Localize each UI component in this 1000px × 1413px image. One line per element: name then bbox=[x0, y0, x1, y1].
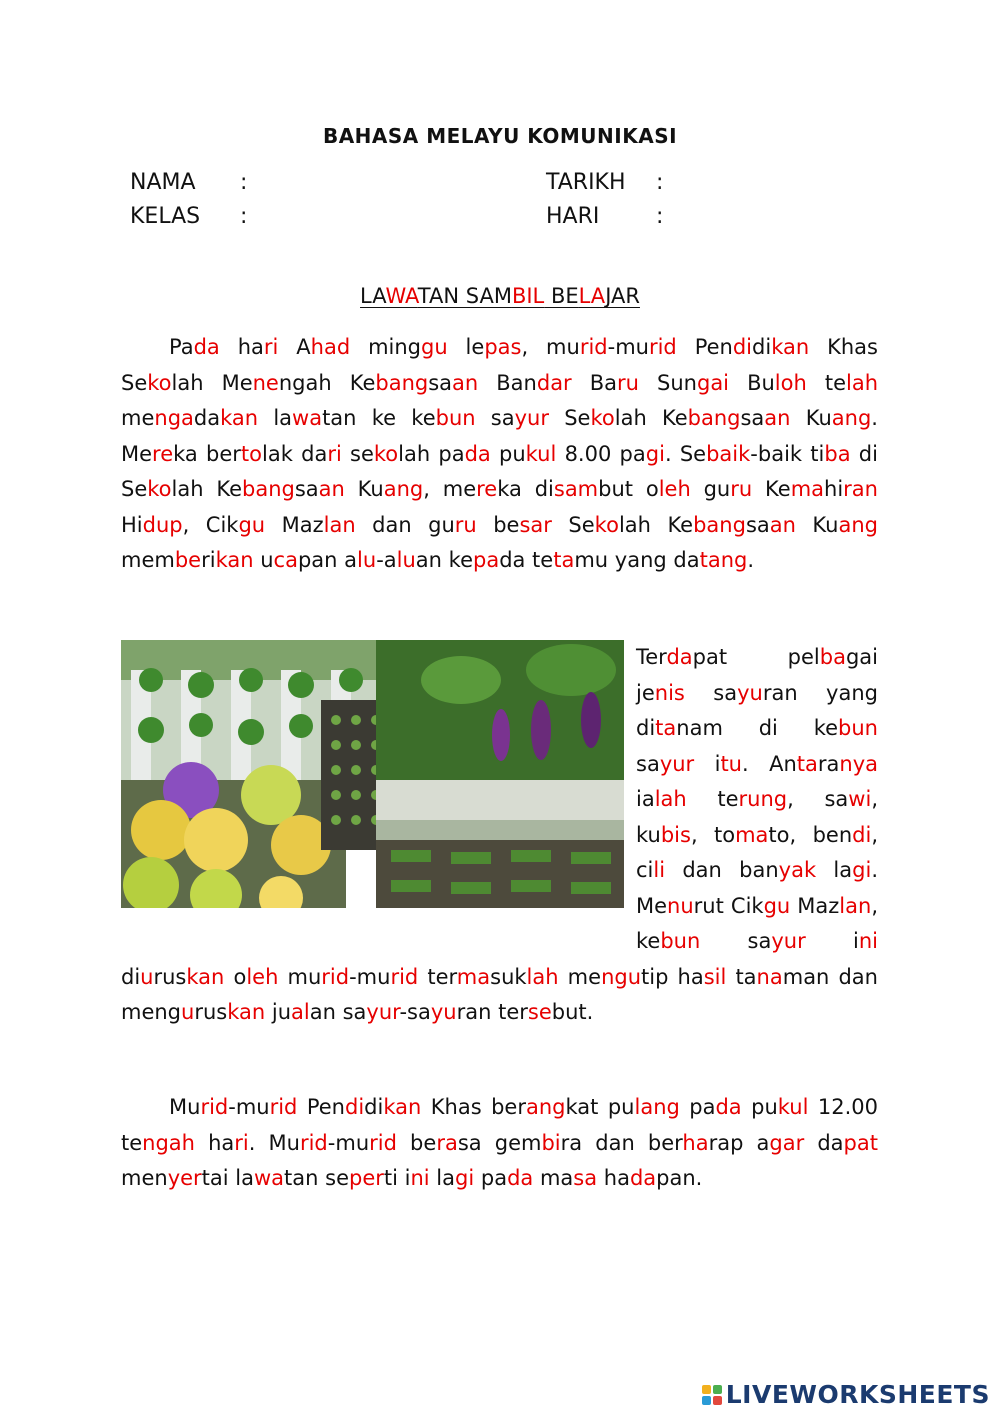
paragraph-2-segment: ma bbox=[456, 964, 491, 989]
kelas-colon: : bbox=[240, 204, 248, 229]
paragraph-1-segment: ru bbox=[730, 477, 753, 501]
paragraph-1-segment: da bbox=[193, 335, 220, 359]
paragraph-2-segment: o bbox=[224, 964, 247, 989]
paragraph-2-segment: ngu bbox=[601, 964, 642, 989]
paragraph-1-segment: tan ke ke bbox=[322, 406, 436, 430]
paragraph-2-segment: sil bbox=[703, 964, 727, 989]
heading-segment: JAR bbox=[605, 284, 640, 308]
paragraph-2-segment: yu bbox=[430, 1000, 457, 1024]
paragraph-1-segment: leh bbox=[658, 477, 691, 501]
paragraph-2-segment: te bbox=[686, 787, 739, 811]
paragraph-1-segment: -a bbox=[376, 548, 397, 572]
paragraph-2-segment: la bbox=[816, 858, 853, 882]
paragraph-3-segment: ri bbox=[234, 1130, 249, 1155]
paragraph-1-segment: , mu bbox=[521, 335, 580, 359]
paragraph-1-segment: le bbox=[447, 335, 485, 359]
paragraph-2-segment: sa bbox=[684, 680, 738, 705]
paragraph-3-segment: Mu bbox=[169, 1095, 201, 1119]
paragraph-1-segment: ngah Ke bbox=[278, 370, 376, 395]
paragraph-1-segment: bun bbox=[435, 406, 476, 430]
paragraph-1-segment: gu bbox=[690, 477, 731, 501]
photo-spacer bbox=[121, 640, 636, 925]
paragraph-1-segment: tang bbox=[699, 548, 748, 572]
paragraph-2-segment: di bbox=[121, 964, 141, 989]
paragraph-1-segment: sam bbox=[553, 477, 599, 501]
paragraph-1-segment: yur bbox=[514, 406, 549, 430]
paragraph-1-segment: gi bbox=[645, 441, 665, 466]
paragraph-3-segment: da bbox=[507, 1166, 534, 1190]
paragraph-1-segment: 8.00 pa bbox=[556, 441, 646, 466]
paragraph-2-segment: ta bbox=[726, 964, 757, 989]
paragraph-3-segment: per bbox=[349, 1166, 384, 1190]
paragraph-2-segment: ta bbox=[796, 751, 818, 776]
paragraph-1-segment: da te bbox=[499, 548, 554, 572]
liveworksheets-mark-icon bbox=[702, 1385, 722, 1405]
paragraph-1-segment: kan bbox=[215, 548, 254, 572]
paragraph-3-segment: bi bbox=[541, 1130, 561, 1155]
paragraph-2-segment: yur bbox=[366, 1000, 400, 1024]
paragraph-2-segment: lah bbox=[526, 964, 559, 989]
paragraph-2-segment: nya bbox=[839, 751, 879, 776]
paragraph-2-segment: ra bbox=[817, 751, 840, 776]
paragraph-1-segment: ko bbox=[594, 512, 619, 537]
paragraph-3-segment: ha bbox=[194, 1130, 235, 1155]
paragraph-2-segment: gai je bbox=[636, 645, 878, 705]
heading-segment: WA bbox=[385, 284, 418, 308]
paragraph-1-segment: kan bbox=[771, 335, 810, 359]
paragraph-2-segment: ran yang di bbox=[636, 680, 878, 740]
kelas-label: KELAS bbox=[130, 204, 201, 229]
paragraph-3-segment: ti i bbox=[383, 1166, 411, 1190]
paragraph-3-segment: pa bbox=[474, 1166, 508, 1190]
paragraph-3-segment: -mu bbox=[327, 1130, 370, 1155]
paragraph-1-segment: ko bbox=[147, 477, 172, 501]
paragraph-1-segment: bang bbox=[242, 477, 295, 501]
paragraph-1-segment: lah Ke bbox=[618, 512, 694, 537]
paragraph-1-segment: ru bbox=[617, 370, 639, 395]
paragraph-1-segment: an ke bbox=[415, 548, 473, 572]
paragraph-1-segment: ka di bbox=[497, 477, 554, 501]
paragraph-2-segment: rung bbox=[738, 787, 788, 811]
paragraph-2-segment: -mu bbox=[349, 964, 391, 989]
paragraph-2-segment: rus bbox=[194, 1000, 228, 1024]
paragraph-2-segment: i bbox=[694, 751, 721, 776]
paragraph-2-segment: ba bbox=[819, 645, 846, 669]
paragraph-1-segment: da bbox=[193, 406, 221, 430]
paragraph-3-segment: yer bbox=[167, 1166, 202, 1190]
paragraph-2-segment: , ci bbox=[636, 822, 878, 882]
heading-segment: LA bbox=[578, 284, 606, 308]
paragraph-3-segment: -mu bbox=[228, 1095, 270, 1119]
paragraph-3-segment: sa bbox=[573, 1166, 598, 1190]
paragraph-1-segment: but o bbox=[598, 477, 659, 501]
paragraph-1-segment: ka ber bbox=[173, 441, 241, 466]
paragraph-3-segment: rid bbox=[299, 1130, 328, 1155]
paragraph-1-segment: Se bbox=[549, 406, 591, 430]
paragraph-2-segment: . Me bbox=[636, 858, 878, 918]
paragraph-3-segment: ngah bbox=[142, 1130, 195, 1155]
paragraph-1-segment: re bbox=[476, 477, 498, 501]
paragraph-3-segment: rid bbox=[269, 1095, 298, 1119]
paragraph-3-segment: tai la bbox=[201, 1166, 254, 1190]
paragraph-3-segment: di bbox=[345, 1095, 365, 1119]
paragraph-2-segment: -sa bbox=[399, 1000, 431, 1024]
paragraph-1-segment: ko bbox=[147, 370, 172, 395]
paragraph-1-segment: lah pa bbox=[398, 441, 465, 466]
paragraph-1-segment: gu bbox=[421, 335, 448, 359]
paragraph-1-segment: nga bbox=[154, 406, 194, 430]
paragraph-2-segment: , to bbox=[690, 822, 736, 847]
paragraph-1-segment: se bbox=[341, 441, 374, 466]
paragraph-1-segment: ko bbox=[373, 441, 399, 466]
paragraph-1-segment: u bbox=[253, 548, 274, 572]
paragraph-2-segment: ter bbox=[418, 964, 457, 989]
paragraph-1-segment: an bbox=[452, 370, 479, 395]
paragraph-1-segment: rid bbox=[579, 335, 608, 359]
paragraph-2-segment: da bbox=[666, 645, 693, 669]
paragraph-3-segment: ra dan ber bbox=[560, 1130, 683, 1155]
paragraph-3-segment: da bbox=[715, 1095, 742, 1119]
paragraph-1-segment: ming bbox=[350, 335, 421, 359]
paragraph-1-segment: Hi bbox=[121, 512, 143, 537]
paragraph-1-segment: gai bbox=[696, 370, 730, 395]
paragraph-2-segment: kan bbox=[186, 964, 225, 989]
tarikh-label: TARIKH bbox=[546, 170, 626, 195]
paragraph-3-segment: ha bbox=[597, 1166, 630, 1190]
paragraph-1-segment: baik bbox=[706, 441, 751, 466]
paragraph-1-segment: an bbox=[318, 477, 345, 501]
paragraph-2-segment: me bbox=[558, 964, 602, 989]
paragraph-1-segment: pa bbox=[472, 548, 500, 572]
paragraph-1 bbox=[121, 330, 878, 579]
paragraph-2 bbox=[121, 640, 878, 1031]
paragraph-1-segment: da bbox=[464, 441, 491, 466]
paragraph-1-segment: to bbox=[240, 441, 263, 466]
paragraph-2-segment: man dan meng bbox=[121, 964, 878, 1024]
paragraph-3-segment: kat pu bbox=[565, 1095, 635, 1119]
paragraph-1-segment: ba bbox=[824, 441, 851, 466]
paragraph-1-segment: ru bbox=[454, 512, 477, 537]
paragraph-1-segment: la bbox=[258, 406, 293, 430]
paragraph-2-segment: leh bbox=[246, 964, 279, 989]
paragraph-1-segment: di bbox=[732, 335, 753, 359]
paragraph-1-segment: lah bbox=[846, 370, 879, 395]
paragraph-3-segment: di bbox=[364, 1095, 384, 1119]
paragraph-3-segment: ha bbox=[682, 1130, 709, 1155]
paragraph-1-segment: Maz bbox=[265, 512, 324, 537]
paragraph-1-segment: sa bbox=[294, 477, 319, 501]
paragraph-2-segment: di bbox=[852, 822, 872, 847]
paragraph-1-segment: sa bbox=[740, 406, 765, 430]
paragraph-2-segment: yu bbox=[737, 680, 763, 705]
paragraph-1-segment: lah Ke bbox=[171, 477, 242, 501]
paragraph-1-segment: Ba bbox=[571, 370, 618, 395]
paragraph-1-segment: Pen bbox=[676, 335, 733, 359]
paragraph-1-segment: lak da bbox=[262, 441, 328, 466]
paragraph-1-segment: lah Ke bbox=[614, 406, 688, 430]
paragraph-1-segment: ha bbox=[219, 335, 264, 359]
paragraph-1-segment: ri bbox=[201, 548, 216, 572]
paragraph-1-segment: Sun bbox=[638, 370, 697, 395]
paragraph-2-segment: nam di ke bbox=[676, 716, 839, 740]
heading-segment: TAN SAM bbox=[417, 284, 512, 308]
paragraph-2-segment: ia bbox=[636, 787, 655, 811]
paragraph-2-segment: rus bbox=[153, 964, 187, 989]
paragraph-1-segment: Pa bbox=[169, 335, 194, 359]
paragraph-3-segment: ni bbox=[410, 1166, 430, 1190]
paragraph-1-segment: Ku bbox=[344, 477, 384, 501]
paragraph-1-segment: re bbox=[152, 441, 174, 466]
paragraph-1-segment: wa bbox=[292, 406, 323, 430]
paragraph-1-segment: mu yang da bbox=[574, 548, 700, 572]
paragraph-1-segment: hi bbox=[824, 477, 844, 501]
paragraph-1-segment: dar bbox=[536, 370, 572, 395]
paragraph-2-segment: rid bbox=[390, 964, 419, 989]
paragraph-1-segment: kul bbox=[525, 441, 557, 466]
paragraph-2-segment: kan bbox=[227, 1000, 266, 1024]
paragraph-2-segment: ran ter bbox=[456, 1000, 528, 1024]
paragraph-1-segment: ma bbox=[790, 477, 825, 501]
paragraph-1-segment: me bbox=[121, 406, 155, 430]
paragraph-2-segment: ju bbox=[265, 1000, 292, 1024]
paragraph-3-segment: pan. bbox=[656, 1166, 703, 1190]
paragraph-1-segment: Bu bbox=[729, 370, 775, 395]
paragraph-1-segment: be bbox=[476, 512, 520, 537]
paragraph-1-segment: . bbox=[747, 548, 755, 572]
paragraph-2-segment: tip ha bbox=[641, 964, 704, 989]
paragraph-2-segment: al bbox=[291, 1000, 310, 1024]
paragraph-1-segment: lan bbox=[323, 512, 356, 537]
paragraph-1-segment: dup bbox=[142, 512, 183, 537]
paragraph-1-segment: ran bbox=[843, 477, 878, 501]
paragraph-1-segment: -mu bbox=[607, 335, 649, 359]
paragraph-1-segment: kan bbox=[220, 406, 259, 430]
paragraph-2-segment: ma bbox=[735, 822, 769, 847]
paragraph-2-segment: suk bbox=[490, 964, 527, 989]
paragraph-1-segment: loh bbox=[774, 370, 807, 395]
paragraph-2-segment: bun bbox=[838, 716, 878, 740]
paragraph-1-segment: Ban bbox=[478, 370, 537, 395]
paragraph-1-segment: mem bbox=[121, 548, 175, 572]
paragraph-1-segment: an bbox=[769, 512, 796, 537]
paragraph-3-segment: tan se bbox=[284, 1166, 349, 1190]
paragraph-1-segment: Ku bbox=[795, 512, 839, 537]
paragraph-2-segment: u bbox=[140, 964, 154, 989]
paragraph-1-segment: Ke bbox=[752, 477, 791, 501]
heading-segment: BE bbox=[544, 284, 579, 308]
paragraph-1-segment: ne bbox=[252, 370, 279, 395]
paragraph-1-segment: , me bbox=[423, 477, 477, 501]
paragraph-1-segment: Se bbox=[551, 512, 595, 537]
paragraph-2-segment: , ku bbox=[636, 787, 878, 847]
paragraph-1-segment: ta bbox=[553, 548, 575, 572]
paragraph-2-segment: rut Cik bbox=[693, 893, 764, 918]
paragraph-2-segment: , sa bbox=[787, 787, 849, 811]
paragraph-2-segment: Ter bbox=[636, 645, 667, 669]
paragraph-1-segment: pu bbox=[490, 441, 526, 466]
paragraph-2-segment: nis bbox=[654, 680, 685, 705]
liveworksheets-brand: LIVEWORKSHEETS bbox=[725, 1380, 990, 1409]
hari-colon: : bbox=[656, 204, 664, 229]
paragraph-1-segment: dan gu bbox=[355, 512, 455, 537]
paragraph-2-segment: yur bbox=[659, 751, 695, 776]
paragraph-3-segment: lang bbox=[634, 1095, 680, 1119]
paragraph-1-segment: , Cik bbox=[182, 512, 239, 537]
paragraph-2-segment: ta bbox=[655, 716, 677, 740]
paragraph-1-segment: sa bbox=[428, 370, 453, 395]
paragraph-3 bbox=[121, 1090, 878, 1197]
paragraph-2-segment: dan ban bbox=[665, 858, 779, 882]
paragraph-2-segment: pat pel bbox=[692, 645, 820, 669]
paragraph-3-segment: da bbox=[804, 1130, 844, 1155]
paragraph-2-segment: bis bbox=[660, 822, 691, 847]
paragraph-3-segment: men bbox=[121, 1166, 168, 1190]
paragraph-1-segment: sa bbox=[475, 406, 515, 430]
paragraph-1-segment: sar bbox=[519, 512, 552, 537]
paragraph-1-segment: ang bbox=[831, 406, 872, 430]
paragraph-2-segment: na bbox=[756, 964, 783, 989]
paragraph-2-segment: sa bbox=[700, 929, 772, 953]
paragraph-1-segment: had bbox=[310, 335, 351, 359]
heading-segment: LA bbox=[360, 284, 386, 308]
paragraph-1-segment: di bbox=[752, 335, 772, 359]
paragraph-1-segment: -baik ti bbox=[750, 441, 825, 466]
paragraph-2-segment: lah bbox=[654, 787, 687, 811]
paragraph-2-segment: rid bbox=[321, 964, 350, 989]
paragraph-2-segment: yak bbox=[778, 858, 817, 882]
paragraph-2-segment: tu bbox=[720, 751, 742, 776]
liveworksheets-logo bbox=[702, 1380, 990, 1409]
paragraph-3-segment: pu bbox=[741, 1095, 778, 1119]
paragraph-2-segment: Maz bbox=[790, 893, 840, 918]
paragraph-2-segment: yur bbox=[771, 929, 806, 953]
paragraph-2-segment: gi bbox=[852, 858, 872, 882]
paragraph-3-segment: ra bbox=[436, 1130, 458, 1155]
nama-label: NAMA bbox=[130, 170, 196, 195]
paragraph-3-segment: rap a bbox=[708, 1130, 770, 1155]
tarikh-colon: : bbox=[656, 170, 664, 195]
story-heading bbox=[0, 284, 1000, 308]
paragraph-3-segment: wa bbox=[254, 1166, 285, 1190]
paragraph-3-segment: da bbox=[629, 1166, 657, 1190]
paragraph-2-segment: but. bbox=[551, 1000, 594, 1024]
heading-segment: BIL bbox=[511, 284, 545, 308]
paragraph-1-segment: ri bbox=[327, 441, 342, 466]
paragraph-3-segment: pa bbox=[679, 1095, 716, 1119]
paragraph-3-segment: be bbox=[396, 1130, 437, 1155]
paragraph-1-segment: Khas Se bbox=[121, 335, 878, 395]
paragraph-2-segment: , ke bbox=[636, 893, 878, 953]
paragraph-1-segment: pan a bbox=[297, 548, 358, 572]
paragraph-3-segment: pat bbox=[843, 1130, 878, 1155]
paragraph-1-segment: te bbox=[806, 370, 846, 395]
paragraph-2-segment: wi bbox=[848, 787, 872, 811]
paragraph-2-segment: to, ben bbox=[768, 822, 853, 847]
paragraph-1-segment: di Se bbox=[121, 441, 878, 501]
paragraph-1-segment: bang bbox=[693, 512, 746, 537]
paragraph-3-segment: Pen bbox=[297, 1095, 345, 1119]
paragraph-3-segment: ma bbox=[533, 1166, 574, 1190]
paragraph-2-segment: se bbox=[527, 1000, 552, 1024]
paragraph-1-segment: ca bbox=[273, 548, 298, 572]
paragraph-3-segment: gar bbox=[769, 1130, 805, 1155]
hari-label: HARI bbox=[546, 204, 600, 229]
paragraph-2-segment: nu bbox=[667, 893, 694, 918]
paragraph-3-segment: la bbox=[429, 1166, 456, 1190]
worksheet-title: BAHASA MELAYU KOMUNIKASI bbox=[322, 124, 678, 148]
paragraph-1-segment: sa bbox=[745, 512, 770, 537]
paragraph-1-segment: A bbox=[278, 335, 311, 359]
paragraph-1-segment: lu bbox=[396, 548, 416, 572]
paragraph-2-segment: lan bbox=[839, 893, 872, 918]
paragraph-1-segment: be bbox=[174, 548, 202, 572]
paragraph-1-segment: an bbox=[764, 406, 791, 430]
paragraph-2-segment: li bbox=[653, 858, 666, 882]
paragraph-2-segment: u bbox=[181, 1000, 195, 1024]
paragraph-2-segment: i bbox=[805, 929, 859, 953]
paragraph-2-segment: mu bbox=[278, 964, 322, 989]
paragraph-3-segment: ang bbox=[525, 1095, 566, 1119]
nama-colon: : bbox=[240, 170, 248, 195]
paragraph-1-segment: lah Me bbox=[171, 370, 253, 395]
paragraph-1-segment: . Se bbox=[664, 441, 707, 466]
paragraph-3-segment: kan bbox=[383, 1095, 422, 1119]
paragraph-1-segment: gu bbox=[238, 512, 266, 537]
paragraph-3-segment: sa gem bbox=[457, 1130, 542, 1155]
paragraph-3-segment: gi bbox=[455, 1166, 475, 1190]
paragraph-1-segment: rid bbox=[648, 335, 677, 359]
paragraph-1-segment: lu bbox=[357, 548, 377, 572]
paragraph-3-segment: kul bbox=[777, 1095, 809, 1119]
paragraph-2-segment: gu bbox=[763, 893, 791, 918]
paragraph-1-segment: Ku bbox=[790, 406, 832, 430]
paragraph-1-segment: bang bbox=[687, 406, 741, 430]
paragraph-3-segment: rid bbox=[200, 1095, 229, 1119]
paragraph-1-segment: ang bbox=[838, 512, 878, 537]
paragraph-1-segment: . Me bbox=[121, 406, 878, 466]
paragraph-2-segment: sa bbox=[636, 751, 660, 776]
paragraph-1-segment: ko bbox=[590, 406, 615, 430]
paragraph-3-segment: rid bbox=[369, 1130, 397, 1155]
paragraph-2-segment: ni bbox=[858, 929, 878, 953]
paragraph-1-segment: pas bbox=[484, 335, 522, 359]
paragraph-1-segment: ang bbox=[383, 477, 424, 501]
paragraph-3-segment: Khas ber bbox=[421, 1095, 526, 1119]
paragraph-2-segment: an sa bbox=[309, 1000, 367, 1024]
paragraph-3-segment: 12.00 te bbox=[121, 1095, 878, 1155]
paragraph-3-segment: . Mu bbox=[248, 1130, 300, 1155]
paragraph-1-segment: bang bbox=[375, 370, 429, 395]
paragraph-2-segment: bun bbox=[660, 929, 701, 953]
paragraph-2-segment: . An bbox=[742, 751, 797, 776]
paragraph-1-segment: ri bbox=[263, 335, 279, 359]
